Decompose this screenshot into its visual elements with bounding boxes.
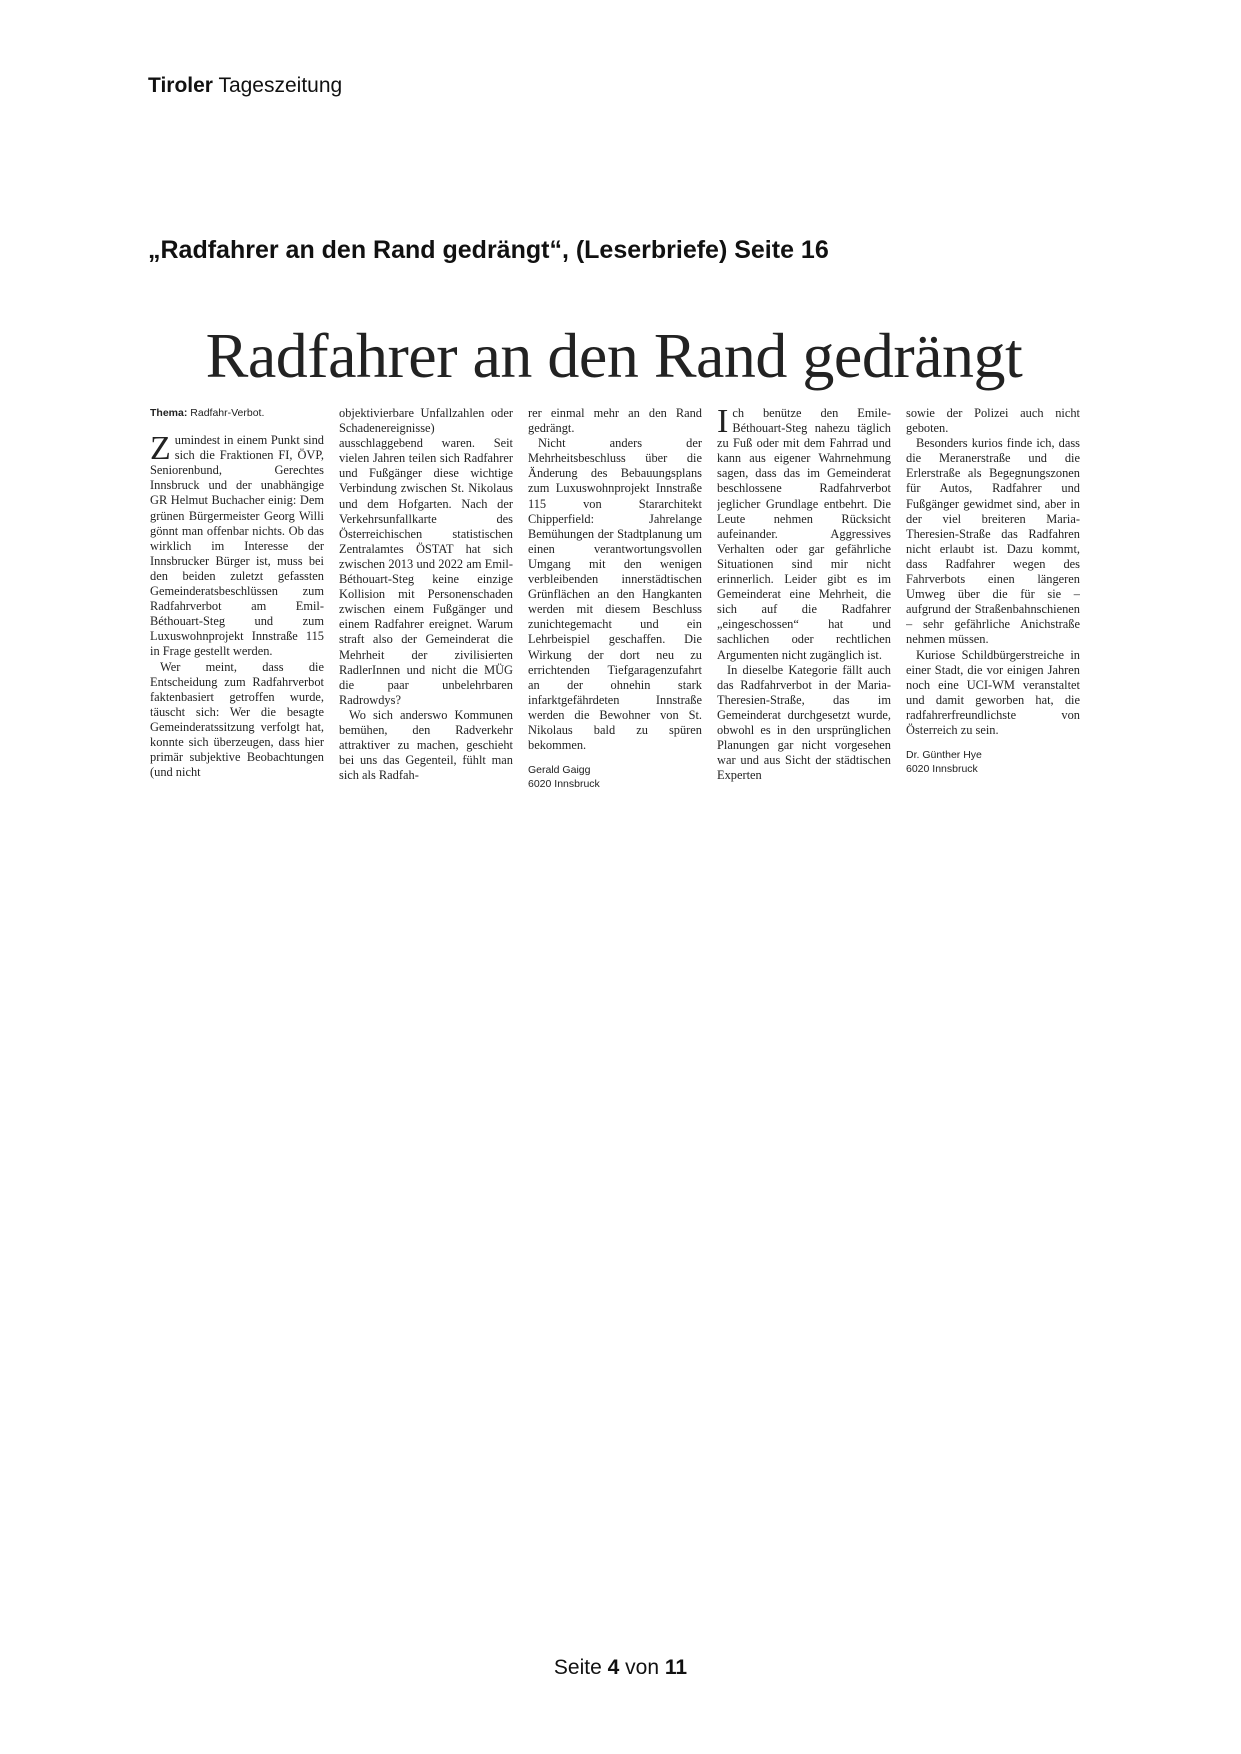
footer-separator: von — [625, 1656, 660, 1679]
letter1-dropcap: Z — [150, 430, 171, 468]
letter1-paragraph-3a: Wo sich anderswo Kommunen bemühen, den Radverkehr attraktiver zu machen, geschieht bei uns das Gegenteil, fühlt man sich als Radfah- — [339, 707, 513, 783]
article-reference: „Radfahrer an den Rand gedrängt“, (Leserbriefe) Seite 16 — [148, 236, 829, 264]
letter2-signature-name: Dr. Günther Hye — [906, 749, 982, 762]
brand-regular: Tageszeitung — [218, 74, 343, 97]
letter1-paragraph-2a: Wer meint, dass die Entscheidung zum Radfahrverbot faktenbasiert getroffen wurde, täuscht sich: Wer die besagte Gemeinderatssitzung verfolgt hat, konnte sich überzeugen, dass hier primär subjektive Beobachtungen (und nicht — [150, 659, 324, 780]
letter1-paragraph-1 — [150, 430, 324, 659]
footer-current-page: 4 — [607, 1656, 620, 1679]
topic-line — [150, 406, 324, 421]
letter2-paragraph-2b: sowie der Polizei auch nicht geboten. — [906, 406, 1080, 436]
letter1-paragraph-2b: objektivierbare Unfallzahlen oder Schadenereignisse) ausschlaggebend waren. Seit vielen Jahren teilen sich Radfahrer und Fußgänger diese wichtige Verbindung zwischen St. Nikolaus und dem Hofgarten. Nach der Verkehrsunfallkarte des Österreichischen statistischen Zentralamtes ÖSTAT hat sich zwischen 2013 und 2022 am Emil-Béthouart-Steg keine einzige Kollision mit Personenschaden zwischen einem Fußgänger und einem Radfahrer ereignet. Warum straft also der Gemeinderat die Mehrheit der zivilisierten RadlerInnen und nicht die MÜG die paar unbelehrbaren Radrowdys? — [339, 406, 513, 707]
letter1-signature-name: Gerald Gaigg — [528, 764, 591, 777]
footer-total-pages: 11 — [664, 1656, 688, 1679]
masthead — [148, 74, 342, 98]
footer-prefix: Seite — [553, 1656, 602, 1679]
letter2-paragraph-1-text: ch benütze den Emile-Béthouart-Steg nahezu täglich zu Fuß oder mit dem Fahrrad und kann aus eigener Wahrnehmung sagen, dass das im Gemeinderat beschlossene Radfahrverbot jeglicher Grundlage entbehrt. Die Leute nehmen Rücksicht aufeinander. Aggressives Verhalten oder gar gefährliche Situationen sind mir nicht erinnerlich. Leider gibt es im Gemeinderat eine Mehrheit, die sich auf die Radfahrer „eingeschossen“ hat und sachlichen oder rechtlichen Argumenten nicht zugänglich ist. — [717, 406, 891, 662]
column-4 — [717, 406, 891, 806]
letter2-signature-place: 6020 Innsbruck — [906, 763, 978, 776]
letter1-paragraph-1-text: umindest in einem Punkt sind sich die Fraktionen FI, ÖVP, Seniorenbund, Gerechtes Innsbruck und der unabhängige GR Helmut Buchacher einig: Dem grünen Bürgermeister Georg Willi gönnt man offenbar nichts. Ob das wirklich im Interesse der Innsbrucker Bürger ist, muss bei den beiden zuletzt gefassten Gemeinderatsbeschlüssen zum Radfahrverbot am Emil-Béthouart-Steg und zum Luxuswohnprojekt Innstraße 115 in Frage gestellt werden. — [150, 433, 324, 659]
text-columns — [150, 406, 1078, 806]
column-3 — [528, 406, 702, 806]
letter2-paragraph-1 — [717, 406, 891, 663]
clipping-headline: Radfahrer an den Rand gedrängt — [205, 320, 1023, 391]
letter2-signature — [906, 748, 1080, 776]
newspaper-clipping — [150, 318, 1078, 808]
topic-label: Thema: — [150, 407, 188, 419]
column-2 — [339, 406, 513, 806]
letter2-paragraph-3: Besonders kurios finde ich, dass die Meranerstraße und die Erlerstraße als Begegnungszonen für Autos, Radfahrer und Fußgänger gewidmet sind, aber in der viel breiteren Maria-Theresien-Straße das Radfahren nicht erlaubt ist. Dazu kommt, dass Radfahrer wegen des Fahrverbots einen längeren Umweg über die für sie – aufgrund der Straßenbahnschienen – sehr gefährliche Anichstraße nehmen müssen. — [906, 436, 1080, 647]
topic-value: Radfahr-Verbot. — [190, 407, 265, 419]
column-5 — [906, 406, 1080, 806]
letter1-signature-place: 6020 Innsbruck — [528, 778, 600, 791]
letter2-paragraph-2a: In dieselbe Kategorie fällt auch das Radfahrverbot in der Maria-Theresien-Straße, das im Gemeinderat durchgesetzt wurde, obwohl es in den ursprünglichen Planungen gar nicht vorgesehen war und aus Sicht der städtischen Experten — [717, 662, 891, 783]
letter1-paragraph-3b: rer einmal mehr an den Rand gedrängt. — [528, 406, 702, 436]
letter1-paragraph-4: Nicht anders der Mehrheitsbeschluss über die Änderung des Bebauungsplans zum Luxuswohnprojekt Innstraße 115 von Stararchitekt Chipperfield: Jahrelange Bemühungen der Stadtplanung um einen verantwortungsvollen Umgang mit den wenigen verbleibenden innerstädtischen Grünflächen an den Hangkanten werden mit diesem Beschluss zunichtegemacht und ein Lehrbeispiel geschaffen. Die Wirkung der dort neu zu errichtenden Tiefgaragenzufahrt an der ohnehin stark infarktgefährdeten Innstraße werden die Bewohner von St. Nikolaus bald zu spüren bekommen. — [528, 436, 702, 753]
column-1 — [150, 406, 324, 806]
letter1-signature — [528, 763, 702, 791]
brand-bold: Tiroler — [148, 74, 213, 97]
letter2-paragraph-4: Kuriose Schildbürgerstreiche in einer Stadt, die vor einigen Jahren noch eine UCI-WM veranstaltet und damit geworben hat, die radfahrerfreundlichste von Österreich zu sein. — [906, 647, 1080, 737]
page-footer — [0, 1656, 1241, 1680]
letter2-dropcap: I — [717, 406, 729, 440]
